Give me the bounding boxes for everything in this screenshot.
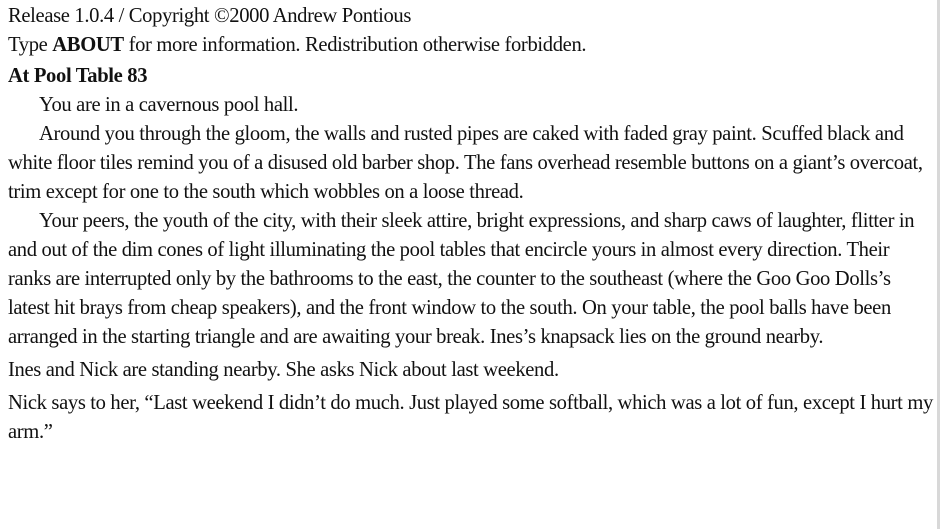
room-title: At Pool Table 83: [8, 65, 148, 87]
room-description: [8, 91, 936, 352]
room-paragraph-1: You are in a cavernous pool hall.: [39, 94, 299, 116]
event-message-1: Ines and Nick are standing nearby. She asks Nick about last weekend.: [8, 359, 559, 381]
event-message-2: Nick says to her, “Last weekend I didn’t do much. Just played some softball, which was a lot of fun, except I hurt my arm.”: [8, 392, 933, 443]
about-prefix: Type: [8, 34, 53, 56]
room-paragraph-2: Around you through the gloom, the walls and rusted pipes are caked with faded gray paint. Scuffed black and white floor tiles remind you of a disused old barber shop. The fans overhead resemble buttons on a giant’s overcoat, trim except for one to the south which wobbles on a loose thread.: [8, 123, 923, 203]
about-suffix: for more information. Redistribution otherwise forbidden.: [123, 34, 587, 56]
about-line: [8, 31, 936, 60]
game-transcript: [8, 2, 936, 447]
room-paragraph-3: Your peers, the youth of the city, with their sleek attire, bright expressions, and sharp caws of laughter, flitter in and out of the dim cones of light illuminating the pool tables that encircle yours in almost every direction. Their ranks are interrupted only by the bathrooms to the east, the counter to the southeast (where the Goo Goo Dolls’s latest hit brays from cheap speakers), and the front window to the south. On your table, the pool balls have been arranged in the starting triangle and are awaiting your break. Ines’s knapsack lies on the ground nearby.: [8, 210, 915, 348]
about-command: ABOUT: [52, 34, 124, 56]
release-line: Release 1.0.4 / Copyright ©2000 Andrew Pontious: [8, 5, 412, 27]
